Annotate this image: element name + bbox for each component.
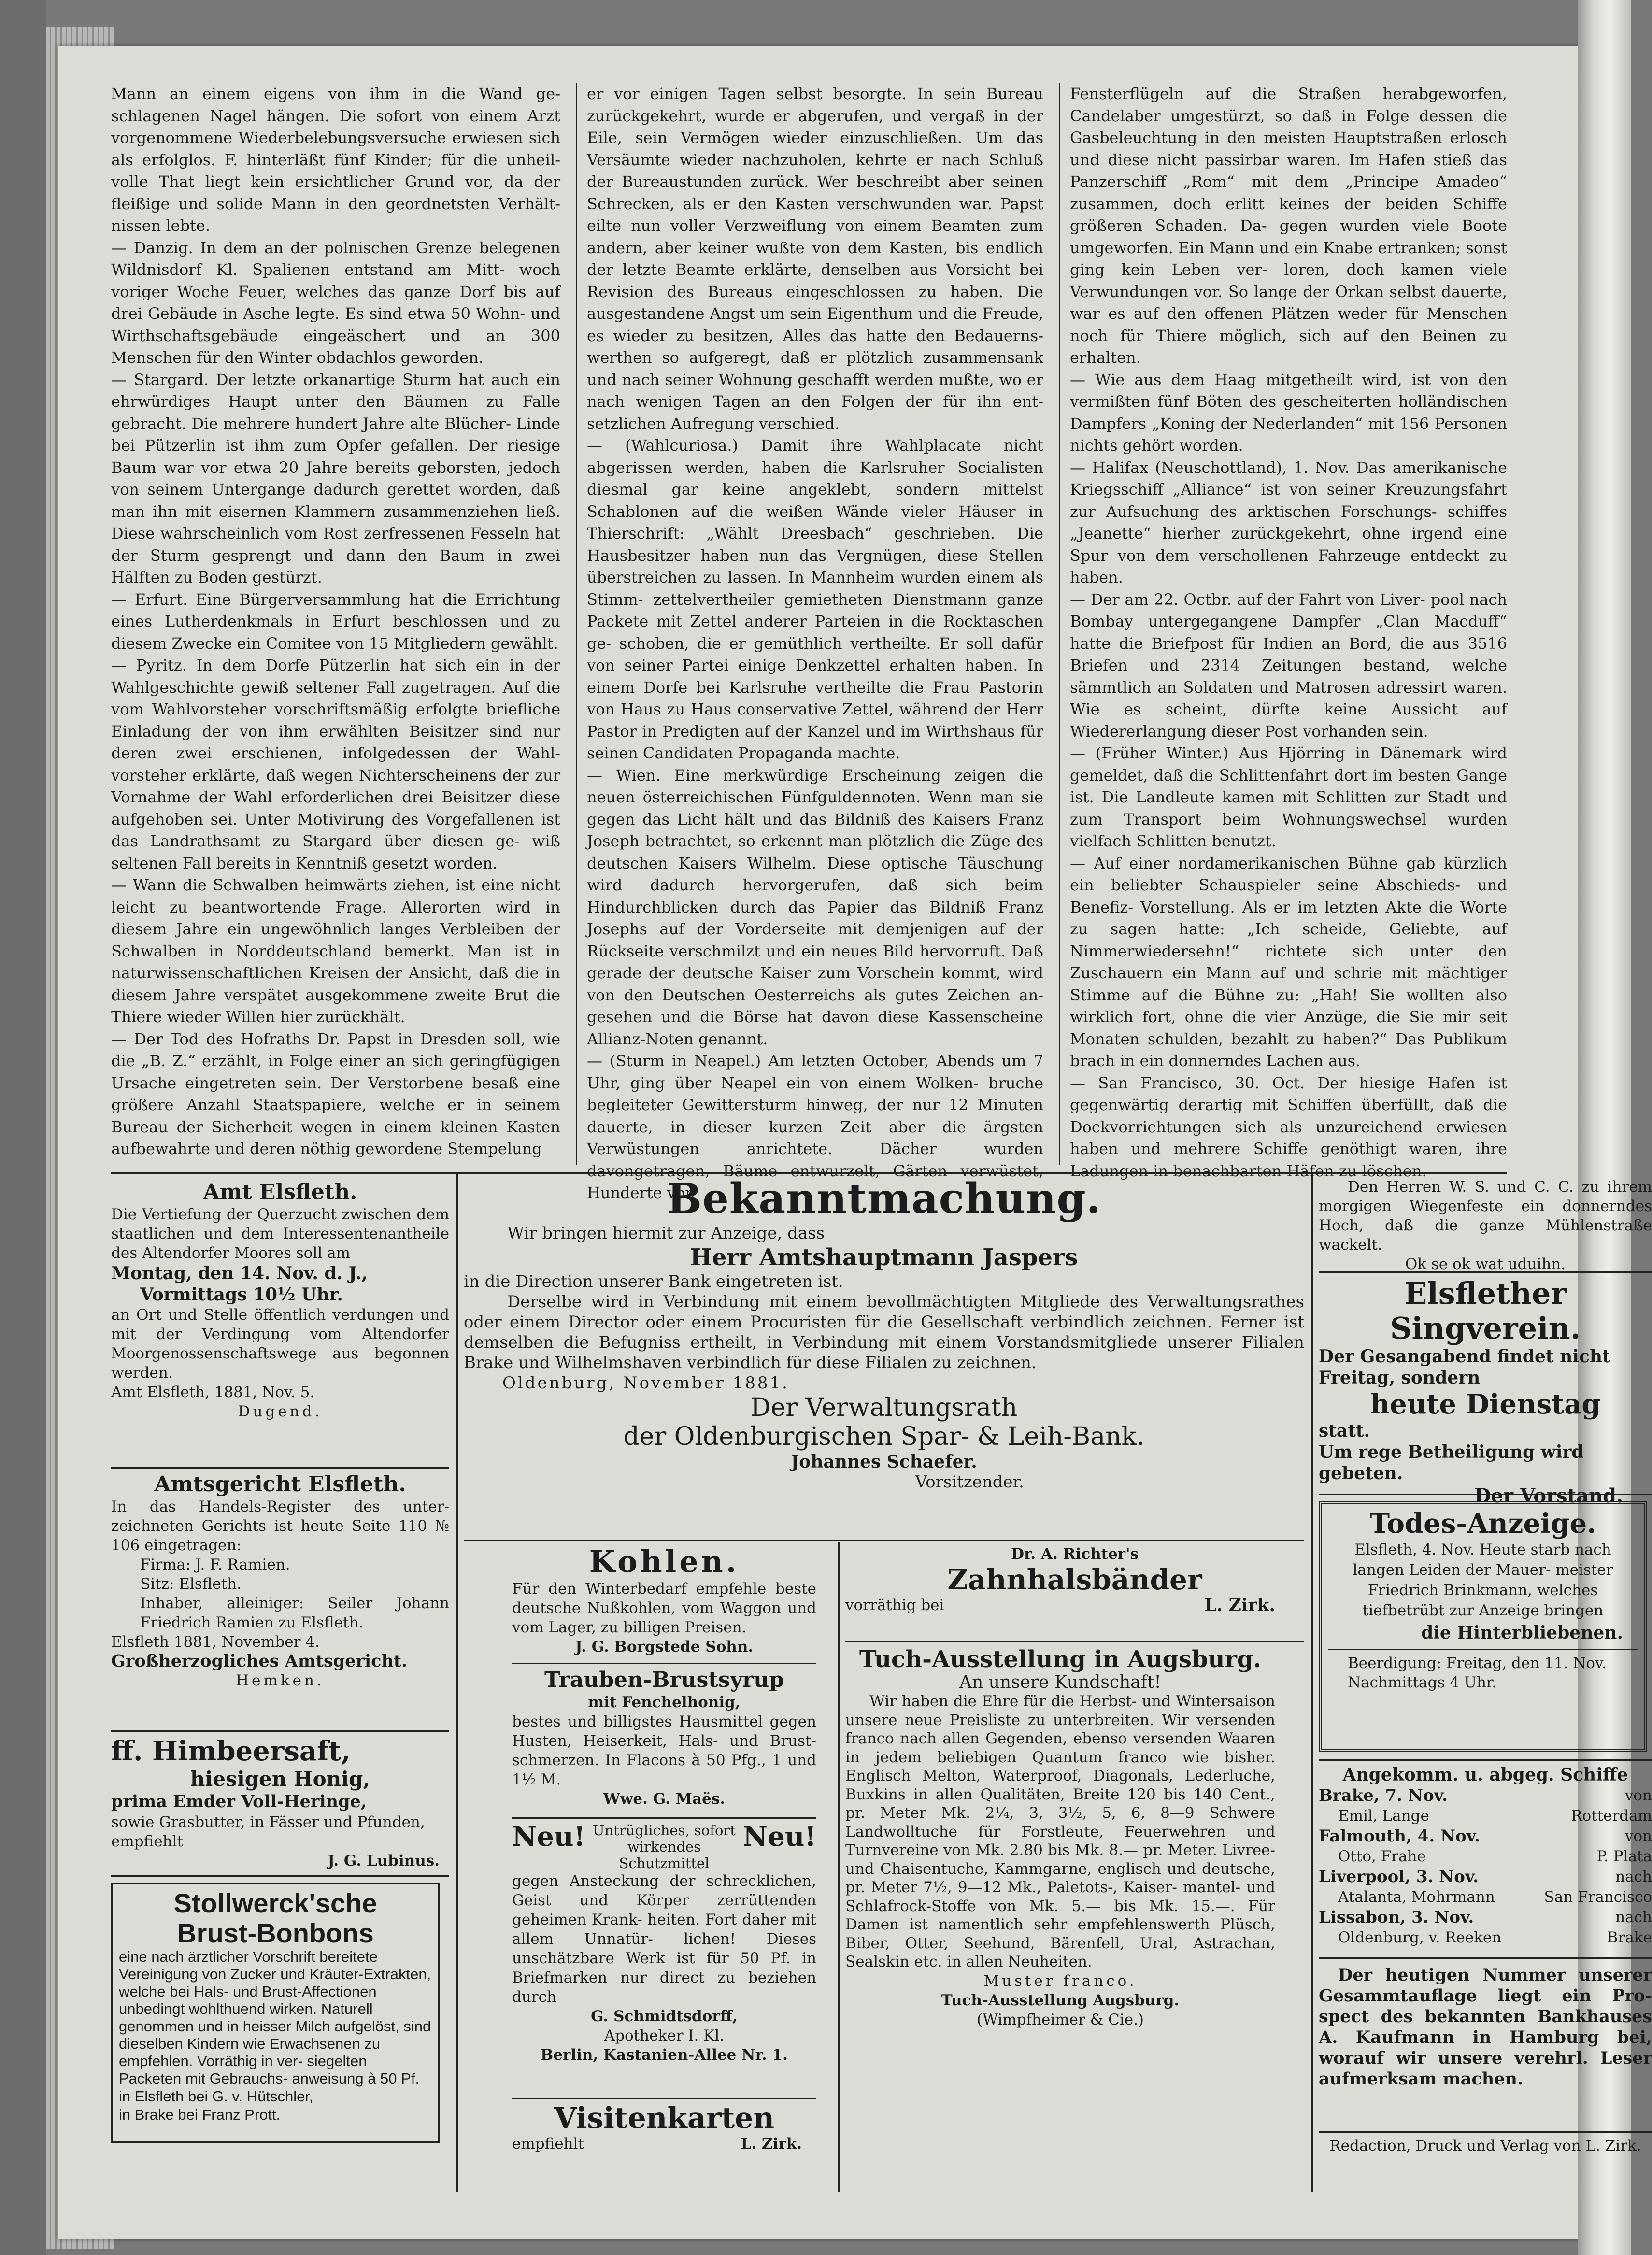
ad-title: Zahnhalsbänder <box>947 1563 1202 1596</box>
article-paragraph: — Wie aus dem Haag mitgetheilt wird, ist von den vermißten fünf Böten des gescheiterten holländischen Dampfers „Koning der Nederlanden“ mit 156 Personen nichts gehört worden. <box>1070 370 1507 455</box>
ad-rule <box>111 1875 449 1877</box>
ship-entry-left: Falmouth, 4. Nov. <box>1319 1827 1480 1846</box>
ad-signature: Apotheker I. Kl. <box>604 2027 725 2044</box>
ship-entry-right: Rotterdam <box>1571 1807 1652 1825</box>
ad-rule <box>1319 1759 1652 1761</box>
ship-entry <box>1319 1907 1652 1927</box>
ad-body: in die Direction unserer Bank eingetreten ist. <box>464 1272 843 1291</box>
article-paragraph: — Wien. Eine merkwürdige Erscheinung zeigen die neuen österreichischen Fünfguldennoten. Wenn man sie gegen das Licht hält und das Bildniß des Kaisers Franz Joseph betrachtet, so erkennt man plötzlich die Züge des deutschen Kaisers Wilhelm. Diese optische Täuschung wird dadurch hervorgerufen, daß sich beim Hindurchblicken durch das Papier das Bildniß Franz Josephs auf der Vorderseite mit demjenigen auf der Rückseite verschmilzt und ein neues Bild hervorruft. Daß gerade der deutsche Kaiser zum Vorschein kommt, wird von den Deutschen Oesterreichs als gutes Zeichen an- gesehen und die Börse hat davon diese Kassenscheine Allianz-Noten genannt. <box>587 766 1043 1048</box>
ad-rule <box>111 1730 449 1732</box>
ad-footer: Amt Elsfleth, 1881, Nov. 5. <box>111 1384 315 1401</box>
ad-body: Der heutigen Nummer unserer Gesammtauflage liegt ein Pro- spect des bekannten Bankhauses A. Kaufmann in Hamburg bei, worauf wir unsere verehrl. Leser aufmerksam machen. <box>1319 1965 1652 2089</box>
ad-court: Großherzogliches Amtsgericht. <box>111 1651 408 1671</box>
ship-entry-left: Lissabon, 3. Nov. <box>1319 1908 1474 1927</box>
ad-title: Bekanntmachung. <box>667 1174 1101 1223</box>
ad-todes <box>1319 1501 1647 1752</box>
ad-signature: G. Schmidtsdorff, <box>591 2008 738 2025</box>
ad-bekanntmachung <box>464 1175 1304 1492</box>
ad-sub: mit Fenchelhonig, <box>588 1694 741 1711</box>
article-column-1 <box>111 83 560 1160</box>
ship-entry-right: San Francisco <box>1544 1888 1652 1906</box>
ad-burial: Beerdigung: Freitag, den 11. Nov. Nachmittags 4 Uhr. <box>1328 1649 1638 1692</box>
ad-title: Amt Elsfleth. <box>203 1180 357 1204</box>
ad-body: statt. <box>1319 1421 1370 1441</box>
ad-body: Wir haben die Ehre für die Herbst- und Wintersaison unsere neue Preisliste zu unterbreiten. Wir versenden franco nach allen Gegenden, ebenso versenden Waaren in jedem beliebigen Quantum franco wie bisher. Englisch Melton, Waterproof, Diagonals, Lederluche, Buxkins in allen Qualitäten, Breite 120 bis 140 Cent., pr. Meter Mk. 2¼, 3, 3½, 5, 6, 8—9 Schwere Landwolltuche für Forstleute, Feuerwehren und Turnvereine von Mk. 2.80 bis Mk. 8.— pr. Meter. Livree- und Chaisentuche, Kammgarne, englisch und deutsche, pr. Meter 7½, 9—12 Mk., Paletots-, Kaiser- mantel- und Schlafrock-Stoffe von Mk. 5.— bis Mk. 15.—. Für Damen ist namentlich sehr empfehlenswerth Plüsch, Biber, Otter, Seehund, Bärenfell, Ural, Astrachan, Sealskin etc. in allen Neuheiten. <box>845 1693 1275 1970</box>
ad-location: in Brake bei Franz Prott. <box>119 2106 281 2123</box>
ship-entry-left: Liverpool, 3. Nov. <box>1319 1867 1479 1886</box>
ship-entry-right: nach <box>1615 1909 1652 1926</box>
ad-org: Der Verwaltungsrath <box>750 1393 1018 1422</box>
ship-entry <box>1319 1806 1652 1826</box>
ad-amtsgericht <box>111 1472 449 1690</box>
ad-amt-elsfleth <box>111 1180 449 1421</box>
ad-zahnhals <box>845 1544 1304 1615</box>
ad-place: Oldenburg, November 1881. <box>502 1373 789 1393</box>
ad-signature: L. Zirk. <box>1204 1595 1275 1615</box>
article-column-2 <box>587 83 1043 1204</box>
ad-header <box>512 1822 816 1871</box>
ship-entry-left: Oldenburg, v. Reeken <box>1338 1929 1502 1946</box>
ad-kohlen <box>512 1544 816 1656</box>
ad-singverein <box>1319 1276 1652 1508</box>
ad-body: gegen Ansteckung der schrecklichen, Geist und Körper zerrüttenden geheimen Krank- heiten. Fort daher mit allem Unnatür- lichen! Dieses unschätzbare Werk ist für 50 Pf. in Briefmarken nur direct zu beziehen durch <box>512 1872 816 2006</box>
ad-badge: Neu! <box>512 1821 586 1853</box>
ad-body: Die Vertiefung der Querzucht zwischen dem staatlichen und dem Interessentenantheile des Altendorfer Moores soll am <box>111 1206 449 1262</box>
ad-name: Herr Amtshauptmann Jaspers <box>690 1244 1078 1271</box>
article-paragraph: — Der Tod des Hofraths Dr. Papst in Dresden soll, wie die „B. Z.“ erzählt, in Folge einer an sich geringfügigen Ursache eingetreten sein. Der Verstorbene besaß eine größere Anzahl Staatspapiere, welche er in seinem Bureau der Sicherheit wegen in einem kleinen Kasten aufbewahrte und deren nöthig gewordene Stempelung <box>111 1029 560 1158</box>
ship-entry-left: Otto, Frahe <box>1338 1848 1426 1865</box>
ad-signature: L. Zirk. <box>741 2135 802 2153</box>
ad-body: vorräthig bei <box>845 1597 944 1614</box>
ad-muster: Muster franco. <box>983 1972 1137 1990</box>
ad-location: in Elsfleth bei G. v. Hütschler, <box>119 2088 313 2105</box>
ad-rule <box>464 1540 1304 1541</box>
ship-entry-right: nach <box>1615 1868 1652 1885</box>
ad-signature: Wwe. G. Maës. <box>603 1790 726 1808</box>
ship-entry <box>1319 1867 1652 1887</box>
ad-title: Trauben-Brustsyrup <box>544 1668 784 1692</box>
ad-big: heute Dienstag <box>1370 1388 1601 1420</box>
ad-line: hiesigen Honig, <box>190 1767 370 1791</box>
ad-org: der Oldenburgischen Spar- & Leih-Bank. <box>623 1422 1145 1451</box>
ad-title: Tuch-Ausstellung in Augsburg. <box>859 1646 1262 1673</box>
ship-list <box>1319 1785 1652 1948</box>
impressum-text: Redaction, Druck und Verlag von L. Zirk. <box>1329 2137 1641 2155</box>
ad-sitz: Sitz: Elsfleth. <box>140 1575 242 1593</box>
ship-entry <box>1319 1887 1652 1907</box>
article-column-3 <box>1070 83 1507 1182</box>
ad-time: Vormittags 10½ Uhr. <box>140 1284 343 1305</box>
ad-title: Amtsgericht Elsfleth. <box>154 1472 406 1497</box>
ad-body: bestes und billigstes Hausmittel gegen Husten, Heiserkeit, Hals- und Brust- schmerzen. In Flacons à 50 Pfg., 1 und 1½ M. <box>512 1713 816 1788</box>
ad-trauben <box>512 1668 816 1809</box>
ship-entry-right: von <box>1624 1787 1652 1804</box>
ad-title: Todes-Anzeige. <box>1369 1508 1596 1540</box>
section-rule <box>111 1172 1507 1174</box>
ad-rule <box>1319 1957 1652 1959</box>
ad-signature: J. G. Lubinus. <box>328 1852 440 1870</box>
ad-footer <box>512 2134 816 2154</box>
article-paragraph: — San Francisco, 30. Oct. Der hiesige Hafen ist gegenwärtig derartig mit Schiffen überfüllt, daß die Dockvorrichtungen sich als unzureichend erwiesen haben und mehrere Schiffe genöthigt waren, ihre Ladungen in benachbarten Häfen zu löschen. <box>1070 1073 1507 1180</box>
ship-entry-left: Brake, 7. Nov. <box>1319 1786 1448 1805</box>
ad-body: an Ort und Stelle öffentlich verdungen und mit der Verdingung vom Altendorfer Moorgenossenschaftswege aus begonnen werden. <box>111 1306 449 1382</box>
ad-line: prima Emder Voll-Heringe, <box>111 1792 367 1812</box>
ad-rule <box>1319 2131 1652 2133</box>
ad-body: Der Gesangabend findet nicht Freitag, sondern <box>1319 1346 1610 1388</box>
article-paragraph: — Auf einer nordamerikanischen Bühne gab kürzlich ein beliebter Schauspieler seine Abschieds- und Benefiz- Vorstellung. Als er im letzten Akte die Worte zu sagen hatte: „Ich scheide, Geliebte, auf Nimmerwiedersehn!“ richtete sich unter den Zuschauern ein Mann auf und schrie mit mächtiger Stimme auf die Bühne zu: „Hah! Sie wollten also wirklich fort, ohne die vier Anzüge, die Sie mir seit Monaten schulden, bezahlt zu haben?“ Das Publikum brach in ein donnerndes Lachen aus. <box>1070 854 1507 1070</box>
ad-himbeersaft <box>111 1735 449 1870</box>
ad-footer: Elsfleth 1881, November 4. <box>111 1633 320 1651</box>
page-content <box>111 83 1652 2223</box>
column-rule <box>1059 83 1060 1165</box>
article-paragraph: — (Früher Winter.) Aus Hjörring in Dänemark wird gemeldet, daß die Schlittenfahrt dort im besten Gange ist. Die Landleute kamen mit Schlitten zur Stadt und zum Transport beim Wohnungswechsel wurden vielfach Schlitten benutzt. <box>1070 744 1507 850</box>
ship-entry <box>1319 1846 1652 1867</box>
ad-signature: Der Vorstand. <box>1474 1484 1623 1507</box>
column-rule <box>1311 1172 1313 2192</box>
ad-rule <box>512 2098 816 2099</box>
ad-rule <box>1319 1271 1652 1273</box>
ad-head: Untrügliches, sofort wirkendes Schutzmittel <box>593 1822 736 1871</box>
ad-tuch <box>845 1646 1275 2029</box>
article-paragraph: — Pyritz. In dem Dorfe Pützerlin hat sich ein in der Wahlgeschichte gewiß seltener Fall zugetragen. Auf die vom Wahlvorsteher vorschriftsmäßig erfolgte briefliche Einladung der von ihm erwählten Beisitzer sind nur deren zwei erschienen, infolgedessen der Wahl- vorsteher erklärte, daß wegen Nichterscheinens der zur Vornahme der Wahl erforderlichen drei Beisitzer diese aufgehoben sei. Unter Motivirung des Vorgefallenen ist das Landrathsamt zu Stargard über diesen ge- wiß seltenen Fall bereits in Kenntniß gesetzt worden. <box>111 656 560 872</box>
ad-address: Berlin, Kastanien-Allee Nr. 1. <box>541 2046 788 2064</box>
column-rule <box>456 1172 458 2192</box>
ad-body: Den Herren W. S. und C. C. zu ihrem morgigen Wiegenfeste ein donnerndes Hoch, daß die ganze Mühlenstraße wackelt. <box>1319 1178 1652 1254</box>
ad-pre: empfiehlt <box>512 2135 584 2153</box>
article-paragraph: — Wann die Schwalben heimwärts ziehen, ist eine nicht leicht zu beantwortende Frage. Allerorten wird in diesem Jahre ein ungewöhnlich langes Verbleiben der Schwalben in Norddeutschland bemerkt. Man ist in naturwissenschaftlichen Kreisen der Ansicht, daß die in diesem Jahre verspätet ausgekommene zweite Brut die Thiere wieder Willen hier zurückhält. <box>111 876 560 1026</box>
ad-signature: Hemken. <box>236 1672 325 1689</box>
ship-entry-right: von <box>1624 1827 1652 1845</box>
ad-body: In das Handels-Register des unter- zeichneten Gerichts ist heute Seite 110 № 106 eingetragen: <box>111 1498 449 1554</box>
ad-date: Montag, den 14. Nov. d. J., <box>111 1263 368 1284</box>
article-paragraph: — (Sturm in Neapel.) Am letzten October, Abends um 7 Uhr, ging über Neapel ein von einem Wolken- bruche begleiteter Gewittersturm hinweg, der nur 12 Minuten dauerte, in dieser kurzen Zeit aber die ärgsten Verwüstungen anrichtete. Dächer wurden davongetragen, Bäume entwurzelt, Gärten verwüstet, Hunderte von <box>587 1052 1043 1202</box>
article-paragraph: er vor einigen Tagen selbst besorgte. In sein Bureau zurückgekehrt, wurde er abgerufen, und vergaß in der Eile, sein Vermögen wieder einzuschließen. Um das Versäumte wieder nachzuholen, kehrte er nach Schluß der Bureaustunden zurück. Wer beschreibt aber seinen Schrecken, als er den Kasten verschwunden war. Papst eilte nun voller Verzweiflung von einem Beamten zum andern, aber keiner wußte von dem Kasten, bis endlich der letzte Beamte erklärte, denselben aus Vorsicht bei Revision des Bureaus eingeschlossen zu haben. Die ausgestandene Angst um sein Eigenthum und die Freude, es wieder zu besitzen, Alles das hatte den Bedauerns- werthen so aufgeregt, daß er plötzlich zusammensank und nach seiner Wohnung geschafft werden mußte, wo er nach wenigen Tagen an den Folgen der für ihn ent- setzlichen Aufregung verschied. <box>587 85 1043 433</box>
ad-stollwerck <box>111 1883 440 2143</box>
ad-rule <box>111 1467 449 1469</box>
article-paragraph: — Stargard. Der letzte orkanartige Sturm hat auch ein ehrwürdiges Haupt unter den Bäumen zu Falle gebracht. Die mehrere hundert Jahre alte Blücher- Linde bei Pützerlin ist ihm zum Opfer gefallen. Der riesige Baum war vor etwa 20 Jahre bereits geborsten, jedoch von seinem Untergange dadurch gerettet worden, daß man ihn mit eisernen Klammern zusammenziehen ließ. Diese wahrscheinlich vom Rost zerfressenen Fesseln hat der Sturm gesprengt und dann den Baum in zwei Hälften zu Boden gestürzt. <box>111 370 560 586</box>
article-paragraph: Fensterflügeln auf die Straßen herabgeworfen, Candelaber umgestürzt, so daß in Folge dessen die Gasbeleuchtung in den meisten Hauptstraßen erlosch und diese nicht passirbar waren. Im Hafen stieß das Panzerschiff „Rom“ mit dem „Principe Amadeo“ zusammen, doch erlitt keines der beiden Schiffe größeren Schaden. Da- gegen wurden viele Boote umgeworfen. Ein Mann und ein Knabe ertranken; sonst ging kein Leben ver- loren, doch kamen viele Verwundungen vor. So lange der Orkan selbst dauerte, war es auf den offenen Plätzen weder für Menschen noch für Thiere möglich, sich auf den Beinen zu erhalten. <box>1070 85 1507 367</box>
ad-title: Elsflether Singverein. <box>1390 1276 1581 1346</box>
ad-signature: Ok se ok wat uduihn. <box>1405 1256 1566 1273</box>
article-paragraph: — Erfurt. Eine Bürgerversammlung hat die Errichtung eines Lutherdenkmals in Erfurt beschlossen und zu diesem Zwecke ein Comitee von 15 Mitgliedern gewählt. <box>111 590 560 653</box>
ad-visitenkarten <box>512 2102 816 2154</box>
ad-signature: Tuch-Ausstellung Augsburg. <box>941 1991 1180 2009</box>
ad-firma: Firma: J. F. Ramien. <box>140 1556 290 1573</box>
ad-title: Visitenkarten <box>554 2101 774 2135</box>
ship-entry <box>1319 1826 1652 1846</box>
ad-signature: Johannes Schaefer. <box>791 1452 977 1472</box>
ad-rule <box>512 1663 816 1664</box>
ad-signature: die Hinterbliebenen. <box>1421 1623 1623 1643</box>
article-paragraph: — Der am 22. Octbr. auf der Fahrt von Liver- pool nach Bombay untergegangene Dampfer „Clan Macduff“ hatte die Briefpost für Indien an Bord, die aus 3516 Briefen und 2314 Zeitungen bestand, welche sämmtlich an Soldaten und Matrosen adressirt waren. Wie es scheint, dürfte keine Aussicht auf Wiedererlangung dieser Post vorhanden sein. <box>1070 590 1507 741</box>
ad-neu <box>512 1822 816 2065</box>
ad-title: ff. Himbeersaft, <box>111 1735 351 1767</box>
ad-rule <box>512 1817 816 1819</box>
ship-entry-left: Atalanta, Mohrmann <box>1338 1888 1495 1906</box>
ship-entry-left: Emil, Lange <box>1338 1807 1429 1825</box>
ad-title: Kohlen. <box>589 1544 740 1579</box>
ad-inhaber: Inhaber, alleiniger: Seiler Johann Friedrich Ramien zu Elsfleth. <box>140 1595 449 1631</box>
ad-schiffe <box>1319 1764 1652 1948</box>
column-rule <box>838 1542 840 2192</box>
ad-body: Elsfleth, 4. Nov. Heute starb nach langen Leiden der Mauer- meister Friedrich Brinkmann, welches tiefbetrübt zur Anzeige bringen <box>1353 1541 1613 1619</box>
ad-rule <box>845 1641 1304 1642</box>
ad-sub: An unsere Kundschaft! <box>959 1672 1161 1692</box>
ad-body: Derselbe wird in Verbindung mit einem bevollmächtigten Mitgliede des Verwaltungsrathes oder einem Director oder einem Procuristen für die Gesellschaft verbindlich zeichnen. Ferner ist demselben die Befugniss ertheilt, in Verbindung mit einem Vorstandsmitgliede unserer Filialen Brake und Wilhelmshaven verbindlich für diese Filialen zu zeichnen. <box>464 1292 1304 1372</box>
ad-signature: (Wimpfheimer & Cie.) <box>976 2011 1144 2028</box>
background-left <box>0 0 46 2255</box>
ad-role: Vorsitzender. <box>915 1472 1024 1492</box>
article-paragraph: Mann an einem eigens von ihm in die Wand ge- schlagenen Nagel hängen. Die sofort von einem Arzt vorgenommene Wiederbelebungsversuche erwiesen sich als erfolglos. F. hinterläßt fünf Kinder; für die unheil- volle That liegt kein ersichtlicher Grund vor, da der fleißige und solide Mann in den geordnetsten Verhält- nissen lebte. <box>111 85 560 235</box>
ship-entry-right: Brake <box>1607 1929 1652 1946</box>
impressum <box>1319 2136 1652 2155</box>
ad-title: Stollwerck'sche <box>173 1888 377 1918</box>
ad-beilage <box>1319 1965 1652 2089</box>
ad-signature: Dugend. <box>238 1403 323 1420</box>
ad-signature: J. G. Borgstede Sohn. <box>575 1638 754 1656</box>
ad-pre: Dr. A. Richter's <box>1011 1545 1139 1563</box>
ad-body: eine nach ärztlicher Vorschrift bereitete Vereinigung von Zucker und Kräuter-Extrakten, welche bei Hals- und Brust-Affectionen unbedingt wohlthuend wirken. Naturell genommen und in heisser Milch aufgelöst, sind dieselben Kindern wie Erwachsenen zu empfehlen. Vorräthig in ver- siegelten Packeten mit Gebrauchs- anweisung à 50 Pf. <box>119 1948 431 2087</box>
ad-body: Für den Winterbedarf empfehle beste deutsche Nußkohlen, vom Waggon und vom Lager, zu billigen Preisen. <box>512 1580 816 1636</box>
ship-entry <box>1319 1785 1652 1806</box>
ad-title: Angekomm. u. abgeg. Schiffe <box>1342 1765 1628 1785</box>
article-paragraph: — (Wahlcuriosa.) Damit ihre Wahlplacate nicht abgerissen werden, haben die Karlsruher Socialisten diesmal gar keine angeklebt, sondern mittelst Schablonen auf die weißen Wände vieler Häuser in Thierschrift: „Wählt Dreesbach“ geschrieben. Die Hausbesitzer haben nun das Vergnügen, diese Stellen überstreichen zu lassen. In Mannheim wurden einem als Stimm- zettelvertheiler gemietheten Dienstmann ganze Packete mit Zettel anderer Parteien in die Rocktaschen ge- schoben, die er gemüthlich vertheilte. Er soll dafür von seiner Partei einige Denkzettel erhalten haben. In einem Dorfe bei Karlsruhe vertheilte die Frau Pastorin von Haus zu Haus conservative Zettel, während der Herr Pastor in Predigten auf der Kanzel und im Wirthshaus für seinen Candidaten Propaganda machte. <box>587 436 1043 762</box>
ad-intro: Wir bringen hiermit zur Anzeige, dass <box>507 1224 825 1243</box>
ship-entry-right: P. Plata <box>1596 1848 1652 1865</box>
ad-rule <box>1319 1494 1652 1495</box>
ad-title: Brust-Bonbons <box>177 1918 374 1948</box>
ad-badge: Neu! <box>742 1821 816 1853</box>
ad-gratulation <box>1319 1177 1652 1274</box>
column-rule <box>576 83 577 1165</box>
article-paragraph: — Danzig. In dem an der polnischen Grenze belegenen Wildnisdorf Kl. Spalienen entstand am Mitt- woch voriger Woche Feuer, welches das ganze Dorf bis auf drei Gebäude in Asche legte. Es sind etwa 50 Wohn- und Wirthschaftsgebäude eingeäschert und an 300 Menschen für den Winter obdachlos geworden. <box>111 238 560 367</box>
ad-body: Um rege Betheiligung wird gebeten. <box>1319 1442 1584 1484</box>
article-paragraph: — Halifax (Neuschottland), 1. Nov. Das amerikanische Kriegsschiff „Alliance“ ist von seiner Kreuzungsfahrt zur Aufsuchung des arktischen Forschungs- schiffes „Jeanette“ hierher zurückgekehrt, ohne irgend eine Spur von dem verschollenen Fahrzeuge entdeckt zu haben. <box>1070 458 1507 586</box>
ad-footer <box>845 1596 1304 1615</box>
ship-entry <box>1319 1927 1652 1948</box>
ad-line: sowie Grasbutter, in Fässer und Pfunden, empfiehlt <box>111 1813 425 1850</box>
